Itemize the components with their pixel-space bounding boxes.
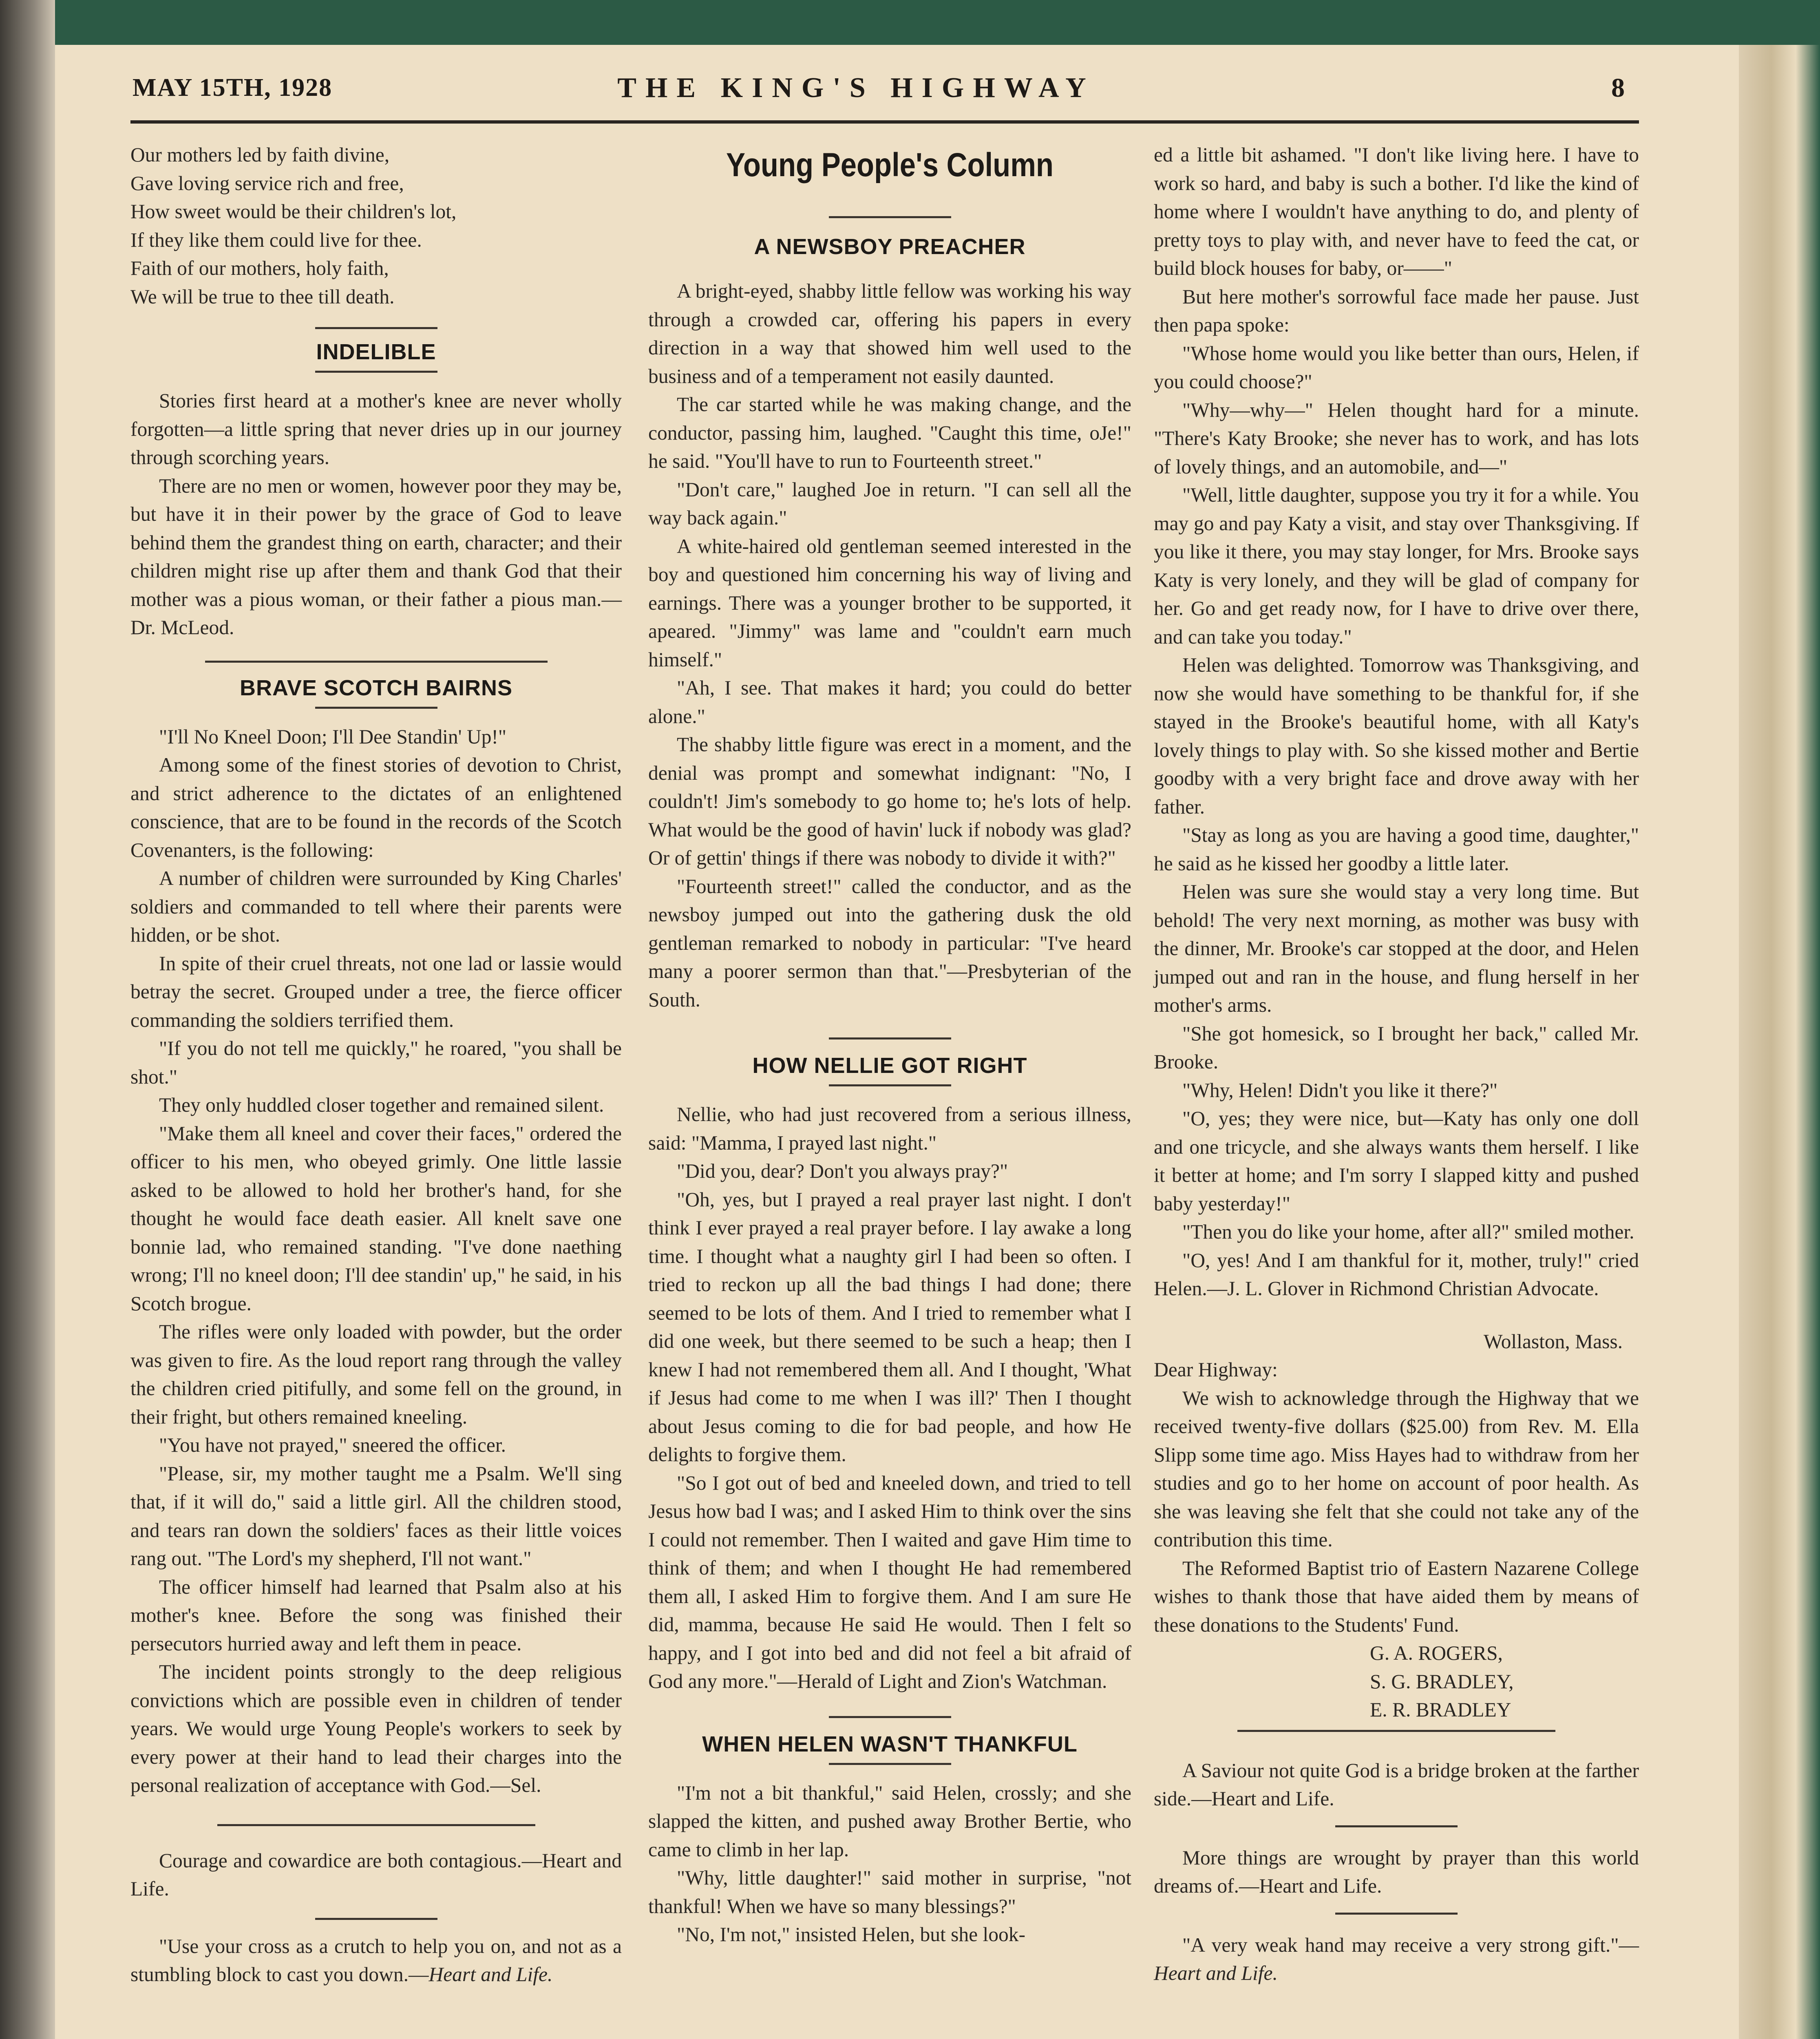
poem-line: Faith of our mothers, holy faith,: [130, 257, 389, 279]
paragraph: "Then you do like your home, after all?" smiled mother.: [1182, 1221, 1634, 1243]
paragraph: The Reformed Baptist trio of Eastern Nazarene College wishes to thank those that have aided them by means of these donations to the Students' Fund.: [1154, 1557, 1639, 1636]
paragraph: We wish to acknowledge through the Highway that we received twenty-five dollars ($25.00) from Rev. M. Ella Slipp some time ago. Miss Hayes had to withdraw from her studies and go to her home on account of poor health. As she was leaving she felt that she could not take any of the contribution this time.: [1154, 1387, 1639, 1551]
letter-salutation: Dear Highway:: [1154, 1358, 1278, 1381]
letter-place: Wollaston, Mass.: [1483, 1330, 1623, 1353]
paragraph: "Fourteenth street!" called the conductor, and as the newsboy jumped out into the gathering dusk the old gentleman remarked to nobody in particular: "I've heard many a poorer sermon than that."—Presbyterian of the South.: [648, 875, 1131, 1011]
paragraph: [130, 1932, 622, 1989]
paragraph: "I'm not a bit thankful," said Helen, crossly; and she slapped the kitten, and pushed away Brother Bertie, who came to climb in her lap.: [648, 1781, 1131, 1861]
column-3: [1154, 141, 1639, 1988]
article-title-helen: WHEN HELEN WASN'T THANKFUL: [702, 1732, 1078, 1756]
divider: [829, 216, 951, 218]
divider: [829, 1763, 951, 1765]
quote-text: "A very weak hand may receive a very strong gift."—: [1182, 1933, 1639, 1956]
paragraph: "Why—why—" Helen thought hard for a minute. "There's Katy Brooke; she never has to work, and has lots of lovely things, and an automobile, and—": [1154, 398, 1639, 478]
paragraph: "No, I'm not," insisted Helen, but she look-: [677, 1923, 1025, 1946]
paragraph: In spite of their cruel threats, not one lad or lassie would betray the secret. Grouped under a tree, the fierce officer commanding the soldiers terrified them.: [130, 952, 622, 1031]
divider: [315, 1918, 437, 1920]
paragraph: "Why, little daughter!" said mother in surprise, "not thankful! When we have so many blessings?": [648, 1867, 1131, 1917]
poem-line: If they like them could live for thee.: [130, 228, 422, 251]
article-title-indelible: INDELIBLE: [316, 340, 436, 364]
divider: [205, 661, 548, 663]
paragraph: Stories first heard at a mother's knee are never wholly forgotten—a little spring that never dries up in our journey through scorching years.: [130, 389, 622, 469]
quote-source: Heart and Life.: [428, 1963, 553, 1986]
column-2: [648, 141, 1131, 1949]
paragraph: The rifles were only loaded with powder, but the order was given to fire. As the loud report rang through the valley the children cried pitifully, and some fell on the ground, in their fright, but others remained kneeling.: [130, 1320, 622, 1428]
paragraph: A bright-eyed, shabby little fellow was working his way through a crowded car, offering his papers in every direction in a way that showed him well used to the business and of a temperament not easily daunted.: [648, 280, 1131, 387]
column-1: [130, 141, 622, 1989]
paragraph: A number of children were surrounded by King Charles' soldiers and commanded to tell where their parents were hidden, or be shot.: [130, 867, 622, 946]
paragraph: "O, yes! And I am thankful for it, mother, truly!" cried Helen.—J. L. Glover in Richmond Christian Advocate.: [1154, 1249, 1639, 1300]
paragraph: "Did you, dear? Don't you always pray?": [677, 1160, 1008, 1182]
header-rule: [130, 120, 1639, 124]
paragraph: Nellie, who had just recovered from a serious illness, said: "Mamma, I prayed last night.": [648, 1103, 1131, 1154]
spacer: [1154, 1303, 1639, 1327]
quote-text: "Use your cross as a crutch to help you on, and not as a stumbling block to cast you down.—: [130, 1935, 622, 1986]
paragraph: "So I got out of bed and kneeled down, and tried to tell Jesus how bad I was; and I asked Him to think over the sins I could not remember. Then I waited and gave Him time to think of them; and when I thought He had remembered them all, I asked Him to forgive them. And I am sure He did, mamma, because He said He would. Then I felt so happy, and I got into bed and did not feel a bit afraid of God any more."—Herald of Light and Zion's Watchman.: [648, 1471, 1131, 1692]
paragraph: ed a little bit ashamed. "I don't like living here. I have to work so hard, and baby is such a bother. I'd like the kind of home where I wouldn't have anything to do, and plenty of pretty toys to play with, and never have to feed the cat, or build block houses for baby, or——": [1154, 144, 1639, 279]
article-title-nellie: HOW NELLIE GOT RIGHT: [752, 1053, 1027, 1078]
paragraph: The car started while he was making change, and the conductor, passing him, laughed. "Caught this time, oJe!" he said. "You'll have to run to Fourteenth street.": [648, 393, 1131, 472]
paragraph: The officer himself had learned that Psalm also at his mother's knee. Before the song was finished their persecutors hurried away and left them in peace.: [130, 1575, 622, 1655]
page-number: 8: [1611, 73, 1625, 103]
article-title-newsboy: A NEWSBOY PREACHER: [754, 234, 1026, 259]
paragraph: "Don't care," laughed Joe in return. "I can sell all the way back again.": [648, 478, 1131, 529]
article-title-bairns: BRAVE SCOTCH BAIRNS: [239, 675, 513, 700]
signature: G. A. ROGERS,: [1370, 1642, 1503, 1664]
divider: [315, 707, 437, 709]
divider: [315, 371, 437, 373]
book-binding: [0, 0, 55, 2039]
paragraph: "O, yes; they were nice, but—Katy has only one doll and one tricycle, and she always wants them herself. I like it better at home; and I'm sorry I slapped kitty and pushed baby yesterday!": [1154, 1107, 1639, 1215]
publication-title: THE KING'S HIGHWAY: [617, 72, 1095, 104]
issue-date: MAY 15TH, 1928: [133, 74, 333, 102]
divider: [1237, 1730, 1555, 1732]
poem-line: How sweet would be their children's lot,: [130, 200, 457, 223]
paragraph: A Saviour not quite God is a bridge broken at the farther side.—Heart and Life.: [1154, 1759, 1639, 1810]
paragraph: "Well, little daughter, suppose you try it for a while. You may go and pay Katy a visit, and stay over Thanksgiving. If you like it there, you may stay longer, for Mrs. Brooke says Katy is very lonely, and they will be glad of company for her. Go and get ready now, for I have to drive over there, and can take you today.": [1154, 484, 1639, 648]
divider: [315, 327, 437, 329]
page-header: [80, 69, 1633, 114]
poem-line: We will be true to thee till death.: [130, 285, 395, 308]
paragraph: There are no men or women, however poor they may be, but have it in their power by the grace of God to leave behind them the grandest thing on earth, character; and their children might rise up after them and thank God that their mother was a pious woman, or their father a pious man.—Dr. McLeod.: [130, 474, 622, 639]
signature: E. R. BRADLEY: [1370, 1698, 1511, 1721]
quote-source: Heart and Life.: [1154, 1962, 1278, 1984]
divider: [829, 1716, 951, 1718]
paragraph: "Stay as long as you are having a good time, daughter," he said as he kissed her goodby a little later.: [1154, 824, 1639, 875]
paragraph: Helen was delighted. Tomorrow was Thanksgiving, and now she would have something to be thankful for, if she stayed in the Brooke's beautiful home, with all Katy's lovely things to play with. So she kissed mother and Bertie goodby with a very bright face and drove away with her father.: [1154, 654, 1639, 818]
paragraph: Courage and cowardice are both contagious.—Heart and Life.: [130, 1849, 622, 1900]
paragraph: The shabby little figure was erect in a moment, and the denial was prompt and somewhat indignant: "No, I couldn't! Jim's somebody to go home to; he's lots of help. What would be the good of havin' luck if nobody was glad? Or of gettin' things if there was nobody to divide it with?": [648, 733, 1131, 869]
paragraph: "Why, Helen! Didn't you like it there?": [1182, 1079, 1498, 1101]
paragraph: More things are wrought by prayer than this world dreams of.—Heart and Life.: [1154, 1846, 1639, 1897]
paragraph: [1154, 1931, 1639, 1988]
divider: [217, 1824, 535, 1826]
poem-line: Our mothers led by faith divine,: [130, 144, 390, 166]
paragraph: They only huddled closer together and remained silent.: [159, 1094, 604, 1116]
divider: [1335, 1825, 1458, 1827]
paragraph: "Ah, I see. That makes it hard; you could do better alone.": [648, 677, 1131, 728]
divider: [1335, 1913, 1458, 1915]
paragraph: "You have not prayed," sneered the officer.: [159, 1434, 506, 1456]
paragraph: Helen was sure she would stay a very long time. But behold! The very next morning, as mother was busy with the dinner, Mr. Brooke's car stopped at the door, and Helen jumped out and ran in the house, and flung herself in her mother's arms.: [1154, 880, 1639, 1016]
paragraph: But here mother's sorrowful face made her pause. Just then papa spoke:: [1154, 285, 1639, 336]
paragraph: "Whose home would you like better than ours, Helen, if you could choose?": [1154, 342, 1639, 393]
divider: [829, 1037, 951, 1039]
signature: S. G. BRADLEY,: [1370, 1670, 1514, 1693]
paragraph: "I'll No Kneel Doon; I'll Dee Standin' Up!": [159, 725, 507, 748]
paragraph: "Make them all kneel and cover their faces," ordered the officer to his men, who obeyed grimly. One little lassie asked to be allowed to hold her brother's hand, for she thought he would face death easier. All knelt save one bonnie lad, who remained standing. "I've done naething wrong; I'll no kneel doon; I'll dee standin' up," he said, in his Scotch brogue.: [130, 1122, 622, 1315]
column-heading: Young People's Column: [726, 146, 1054, 184]
paragraph: Among some of the finest stories of devotion to Christ, and strict adherence to the dictates of an enlightened conscience, that are to be found in the records of the Scotch Covenanters, is the following:: [130, 754, 622, 861]
paragraph: "If you do not tell me quickly," he roared, "you shall be shot.": [130, 1037, 622, 1088]
spacer: [648, 263, 1131, 277]
paragraph: A white-haired old gentleman seemed interested in the boy and questioned him concerning his way of living and earnings. There was a younger brother to be supported, it apeared. "Jimmy" was lame and "couldn't earn much himself.": [648, 535, 1131, 671]
poem-line: Gave loving service rich and free,: [130, 172, 404, 195]
paragraph: "She got homesick, so I brought her back," called Mr. Brooke.: [1154, 1022, 1639, 1073]
paragraph: "Please, sir, my mother taught me a Psalm. We'll sing that, if it will do," said a little girl. All the children stood, and tears ran down the soldiers' faces as their little voices rang out. "The Lord's my shepherd, I'll not want.": [130, 1462, 622, 1570]
divider: [829, 1084, 951, 1086]
paragraph: "Oh, yes, but I prayed a real prayer last night. I don't think I ever prayed a real prayer before. I lay awake a long time. I thought what a naughty girl I had been so often. I tried to reckon up all the bad things I had done; there seemed to be lots of them. And I tried to remember what I did one week, but there seemed to be such a heap; then I knew I had not remembered them all. And I thought, 'What if Jesus had come to me when I was ill?' Then I thought about Jesus coming to die for bad people, and how He delights to forgive them.: [648, 1188, 1131, 1466]
paragraph: The incident points strongly to the deep religious convictions which are possible even in children of tender years. We would urge Young People's workers to seek by every power at their hand to lead their charges into the personal realization of acceptance with God.—Sel.: [130, 1661, 622, 1796]
page-edge: [1739, 45, 1820, 2039]
